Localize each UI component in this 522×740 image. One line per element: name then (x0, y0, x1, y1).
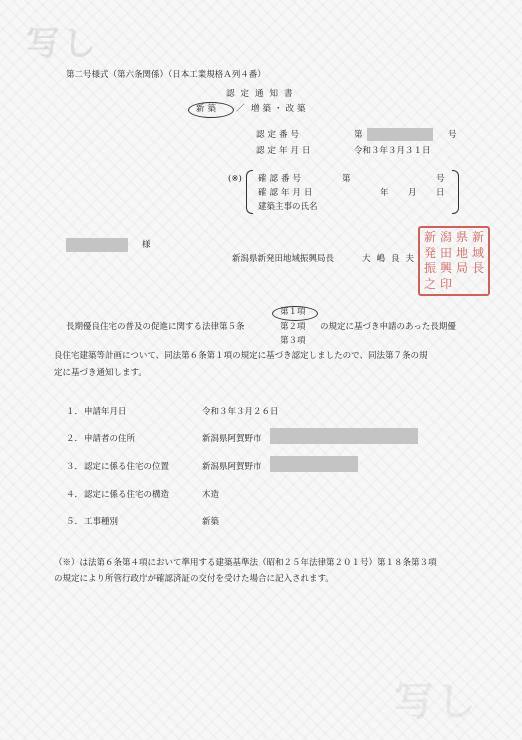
detail-value: 令和３年３月２６日 (202, 407, 279, 417)
detail-num: １． (66, 407, 84, 417)
footnote-line-1: （※）は法第６条第４項において準用する建築基準法（昭和２５年法律第２０１号）第１８条第３項 (54, 558, 437, 568)
seal-char: 発 (423, 245, 436, 260)
cert-date-value: 令和３年３月３１日 (354, 146, 431, 156)
detail-value: 新潟県阿賀野市 (202, 462, 262, 472)
seal-char: 域 (471, 245, 484, 260)
confirmation-date-label: 確認年月日 (258, 188, 316, 198)
detail-value: 木造 (202, 490, 220, 500)
title-others: 増築・改築 (251, 104, 309, 114)
title-selected: 新築 (196, 104, 220, 114)
cert-number-prefix: 第 (354, 130, 363, 140)
issuer-office: 新潟県新発田地域振興局長 (232, 254, 335, 264)
form-label: 第二号様式（第六条関係）（日本工業規格Ａ列４番） (66, 70, 266, 80)
confirmation-owner-label: 建築主事の氏名 (258, 202, 318, 212)
cert-number-label: 認定番号 (256, 130, 303, 140)
seal-char: 興 (439, 261, 452, 275)
detail-label: 認定に係る住宅の構造 (84, 490, 170, 500)
confirmation-month-unit: 月 (408, 188, 417, 198)
body-item-3: 第３項 (280, 336, 306, 346)
official-seal (418, 226, 490, 296)
seal-char: 県 (455, 230, 468, 244)
detail-label: 申請年月日 (84, 407, 127, 417)
confirmation-number-suffix: 号 (436, 174, 445, 184)
left-bracket (246, 170, 253, 214)
body-line-2: 良住宅建築等計画について、同法第６条第１項の規定に基づき認定しましたので、同法第７条の規 (54, 351, 428, 361)
seal-char: 長 (471, 261, 484, 275)
confirmation-year-unit: 年 (380, 188, 389, 198)
title-slash: ／ (236, 104, 245, 114)
confirmation-number-label: 確認番号 (258, 174, 305, 184)
copy-watermark-bottom: 写し (394, 679, 478, 725)
detail-num: ３． (66, 462, 84, 472)
redacted-cert-number (367, 128, 433, 141)
confirmation-mark: (※) (228, 174, 242, 184)
seal-char: 印 (439, 276, 452, 291)
detail-label: 工事種別 (84, 517, 119, 527)
detail-label: 認定に係る住宅の位置 (84, 462, 170, 472)
addressee-honorific: 様 (142, 240, 151, 250)
body-item-1: 第１項 (280, 307, 306, 317)
body-line-1-post: の規定に基づき申請のあった長期優 (320, 322, 456, 332)
body-line-1-pre: 長期優良住宅の普及の促進に関する法律第５条 (66, 322, 245, 332)
right-bracket (452, 170, 459, 214)
cert-number-suffix: 号 (448, 130, 457, 140)
footnote-line-2: の規定により所管行政庁が確認済証の交付を受けた場合に記入されます。 (54, 574, 334, 584)
detail-label: 申請者の住所 (84, 434, 136, 444)
seal-char: 潟 (439, 230, 452, 244)
redacted-house-location (270, 456, 358, 472)
confirmation-number-prefix: 第 (342, 174, 351, 184)
seal-char: 之 (423, 276, 436, 291)
seal-char: 田 (439, 245, 452, 260)
copy-watermark-top: 写し (26, 24, 98, 64)
detail-num: ５． (66, 517, 84, 527)
seal-char: 新 (423, 230, 436, 244)
body-line-3: 定に基づき通知します。 (54, 368, 147, 378)
redacted-addressee (66, 238, 128, 252)
issuer-name: 大嶋良夫 (362, 254, 421, 264)
detail-num: ２． (66, 434, 84, 444)
seal-char: 新 (471, 230, 484, 244)
document-title: 認定通知書 (226, 89, 299, 99)
confirmation-day-unit: 日 (436, 188, 445, 198)
seal-char: 局 (455, 261, 468, 275)
seal-char: 振 (423, 261, 436, 275)
detail-value: 新潟県阿賀野市 (202, 434, 262, 444)
seal-char: 地 (455, 245, 468, 260)
cert-date-label: 認定年月日 (256, 146, 314, 156)
body-item-2: 第２項 (280, 322, 306, 332)
seal-char (470, 277, 486, 293)
detail-num: ４． (66, 490, 84, 500)
redacted-applicant-address (270, 428, 418, 444)
seal-char (454, 277, 470, 293)
detail-value: 新築 (202, 517, 220, 527)
